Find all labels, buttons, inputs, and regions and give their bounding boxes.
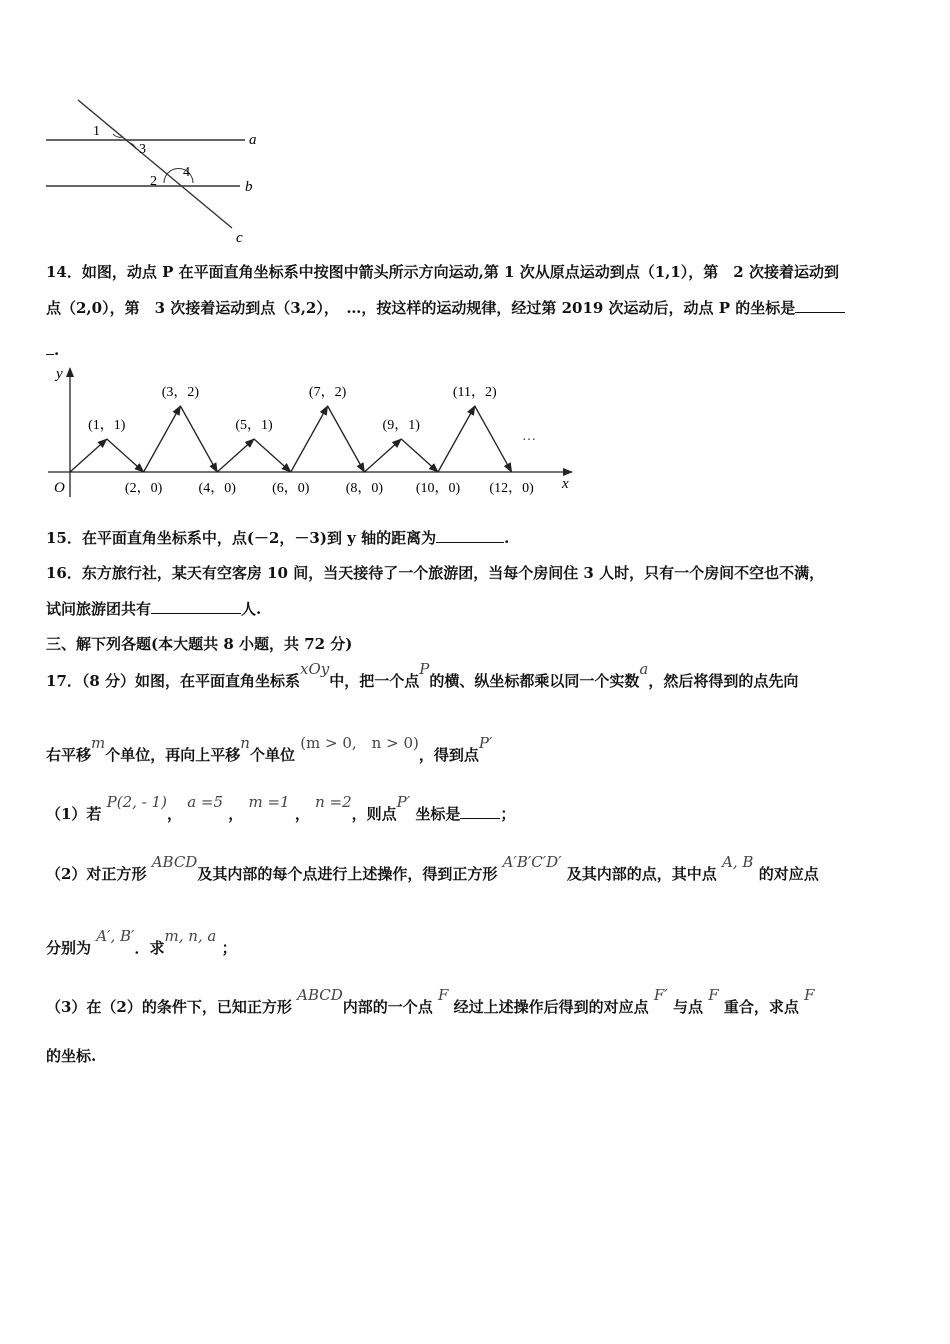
- line-label-a: a: [249, 132, 257, 148]
- question-17-part3-line2: 的坐标.: [46, 1047, 97, 1065]
- zigzag-segment: [291, 406, 328, 472]
- point-label: (11，2): [452, 385, 497, 400]
- question-17-part3-line1: （3）在（2）的条件下，已知正方形 ABCD内部的一个点 F 经过上述操作后得到的对应点 F′ 与点 F 重合，求点 F: [46, 986, 815, 1016]
- angle-label-1: 1: [93, 124, 100, 139]
- question-14-line2: 点（2,0），第 3 次接着运动到点（3,2）， …，按这样的运动规律，经过第 2019 次运动后，动点 P 的坐标是: [46, 298, 845, 318]
- ellipsis: ···: [522, 433, 536, 448]
- question-14-line1: 14．如图，动点 P 在平面直角坐标系中按图中箭头所示方向运动,第 1 次从原点运动到点（1,1），第 2 次接着运动到: [46, 263, 839, 281]
- axis-label-x: x: [562, 476, 569, 492]
- question-17-part1: （1）若 P(2, - 1)， a =5 ， m =1 ， n =2，则点P′ 坐标是 ；: [46, 793, 516, 823]
- answer-blank-17-1[interactable]: [460, 804, 500, 819]
- question-17-line1: 17．（8 分）如图，在平面直角坐标系xOy中，把一个点P的横、纵坐标都乘以同一个实数a，然后将得到的点先向: [46, 660, 799, 690]
- math-a: a: [639, 660, 649, 678]
- axis-point-label: (6，0): [272, 481, 310, 496]
- line-label-b: b: [245, 179, 253, 195]
- point-label: (1，1): [88, 418, 126, 433]
- question-17-line2: 右平移m个单位，再向上平移n个单位 (m > 0, n > 0)，得到点P′: [46, 734, 493, 764]
- angle-label-2: 2: [150, 174, 157, 189]
- angle-label-4: 4: [183, 165, 190, 180]
- question-17-part2-line1: （2）对正方形 ABCD及其内部的每个点进行上述操作，得到正方形 A′B′C′D′ 及其内部的点，其中点 A, B 的对应点: [46, 853, 819, 883]
- question-15: 15．在平面直角坐标系中，点(－2，－3)到 y 轴的距离为 .: [46, 529, 510, 547]
- point-label: (7，2): [308, 385, 347, 400]
- math-p: P: [419, 660, 430, 678]
- line-c: [78, 100, 232, 228]
- zigzag-segment: [70, 439, 107, 472]
- answer-blank-15[interactable]: [436, 528, 504, 543]
- point-label: (5，1): [235, 418, 273, 433]
- zigzag-coordinate-figure: [40, 362, 590, 512]
- math-xoy: xOy: [300, 660, 330, 678]
- zigzag-segment: [144, 406, 181, 472]
- zigzag-segment: [217, 439, 254, 472]
- math-condition: (m > 0, n > 0): [300, 734, 419, 752]
- line-label-c: c: [236, 230, 243, 246]
- zigzag-path: [70, 406, 512, 472]
- zigzag-segment: [438, 406, 475, 472]
- section-3-heading: 三、解下列各题(本大题共 8 小题，共 72 分): [46, 635, 353, 653]
- question-17-part2-line2: 分别为 A′, B′．求m, n, a ；: [46, 927, 237, 957]
- point-label: (9，1): [382, 418, 420, 433]
- question-16-line1: 16．东方旅行社，某天有空客房 10 间，当天接待了一个旅游团，当每个房间住 3 人时，只有一个房间不空也不满，: [46, 564, 825, 582]
- zigzag-segment: [364, 439, 401, 472]
- answer-blank-14[interactable]: [795, 298, 845, 313]
- zigzag-segment: [475, 406, 512, 472]
- axis-point-label: (8，0): [345, 481, 384, 496]
- zigzag-segment: [180, 406, 217, 472]
- question-16-line2: 试问旅游团共有 人.: [46, 600, 262, 618]
- angle-label-3: 3: [139, 142, 146, 157]
- answer-blank-16[interactable]: [151, 599, 241, 614]
- zigzag-segment: [401, 439, 438, 472]
- origin-label: O: [54, 480, 65, 496]
- parallel-lines-figure: [40, 92, 270, 252]
- zigzag-segment: [328, 406, 365, 472]
- point-label: (3，2): [161, 385, 200, 400]
- question-14-line3: .: [46, 340, 59, 360]
- axis-point-label: (4，0): [198, 481, 236, 496]
- axis-point-label: (2，0): [124, 481, 163, 496]
- zigzag-segment: [107, 439, 144, 472]
- zigzag-segment: [254, 439, 291, 472]
- axis-label-y: y: [56, 366, 63, 382]
- axis-point-label: (12，0): [489, 481, 534, 496]
- axis-point-label: (10，0): [415, 481, 461, 496]
